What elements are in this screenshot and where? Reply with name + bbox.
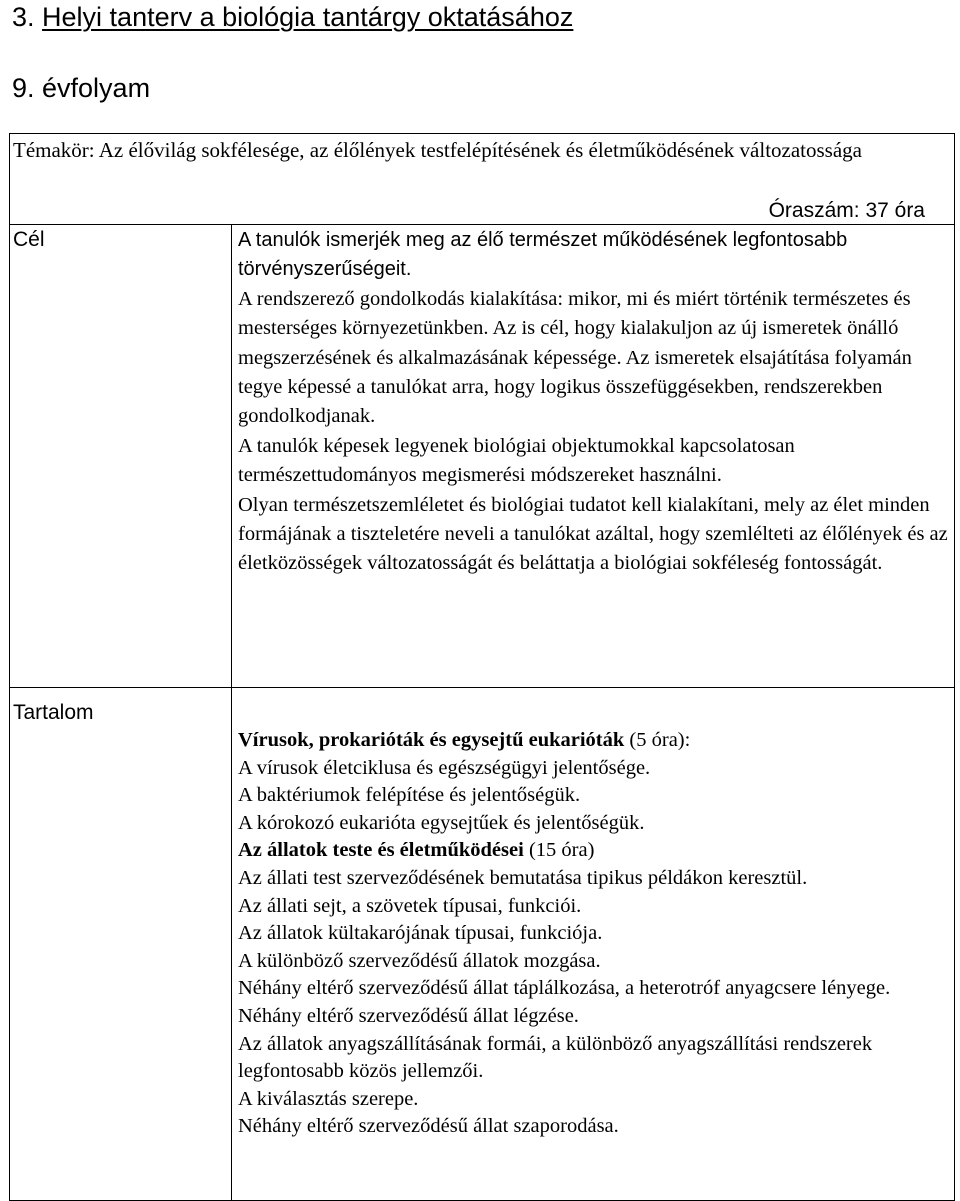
goal-text-cell — [232, 225, 955, 688]
content-list — [232, 688, 954, 1141]
grade-title: 9. évfolyam — [12, 73, 151, 103]
section-heading-title: Az állatok teste és életműködései — [238, 839, 524, 862]
goal-row — [10, 225, 955, 688]
content-item: Néhány eltérő szerveződésű állat szaporodása. — [238, 1115, 619, 1138]
section-heading-title: Vírusok, prokarióták és egysejtű eukarióták — [238, 729, 625, 751]
content-item: Néhány eltérő szerveződésű állat légzése. — [238, 1004, 579, 1027]
content-label: Tartalom — [13, 701, 94, 724]
goal-paragraph: Olyan természetszemléletet és biológiai tudatot kell kialakítani, mely az élet minden formájának a tiszteletére neveli a tanulókat azáltal, hogy szemlélteti az élőlények és az életközösségek változatosságát és beláttatja a biológiai sokféleség fontosságát. — [238, 493, 948, 575]
content-item: Az állati test szerveződésének bemutatása tipikus példákon keresztül. — [238, 866, 808, 889]
content-item: A kórokozó eukarióta egysejtűek és jelentőségük. — [238, 811, 645, 834]
content-section-heading — [238, 727, 952, 755]
content-item: A baktériumok felépítése és jelentőségük. — [238, 784, 581, 807]
content-label-cell — [10, 688, 232, 1201]
goal-text — [232, 225, 954, 579]
hours-count: Óraszám: 37 óra — [768, 199, 925, 222]
content-item: Az állati sejt, a szövetek típusai, funkciói. — [238, 894, 582, 917]
goal-label-cell — [10, 225, 232, 688]
content-section-heading — [238, 837, 952, 865]
curriculum-table — [9, 224, 955, 1201]
content-item: Az állatok kültakarójának típusai, funkciója. — [238, 922, 603, 945]
section-heading-hours: (15 óra) — [528, 839, 595, 862]
topic-box — [9, 133, 955, 225]
goal-paragraph: A tanulók ismerjék meg az élő természet működésének legfontosabb törvényszerűségeit. — [238, 229, 848, 281]
section-heading — [12, 0, 573, 34]
content-text-cell — [232, 688, 955, 1201]
content-row — [10, 688, 955, 1201]
section-number: 3. — [12, 2, 35, 32]
content-item: A kiválasztás szerepe. — [238, 1087, 419, 1110]
content-item: A különböző szerveződésű állatok mozgása. — [238, 949, 601, 972]
goal-paragraph: A rendszerező gondolkodás kialakítása: mikor, mi és miért történik természetes és mesterséges környezetünkben. Az is cél, hogy kialakuljon az új ismeretek önálló megszerzésének és alkalmazásának képessége. Az ismeretek elsajátítása folyamán tegye képessé a tanulókat arra, hogy logikus összefüggésekben, rendszerekben gondolkodjanak. — [238, 287, 912, 428]
section-title: Helyi tanterv a biológia tantárgy oktatásához — [42, 2, 574, 32]
goal-paragraph: A tanulók képesek legyenek biológiai objektumokkal kapcsolatosan természettudományos megismerési módszereket használni. — [238, 434, 795, 487]
content-item: Az állatok anyagszállításának formái, a különböző anyagszállítási rendszerek legfontosabb közös jellemzői. — [238, 1032, 873, 1083]
goal-label: Cél — [13, 228, 45, 251]
content-item: A vírusok életciklusa és egészségügyi jelentősége. — [238, 756, 651, 779]
section-heading-hours: (5 óra): — [629, 729, 691, 751]
topic-text: Témakör: Az élővilág sokfélesége, az élőlények testfelépítésének és életműködésének változatossága — [13, 138, 862, 162]
content-item: Néhány eltérő szerveződésű állat táplálkozása, a heterotróf anyagcsere lényege. — [238, 977, 891, 1000]
